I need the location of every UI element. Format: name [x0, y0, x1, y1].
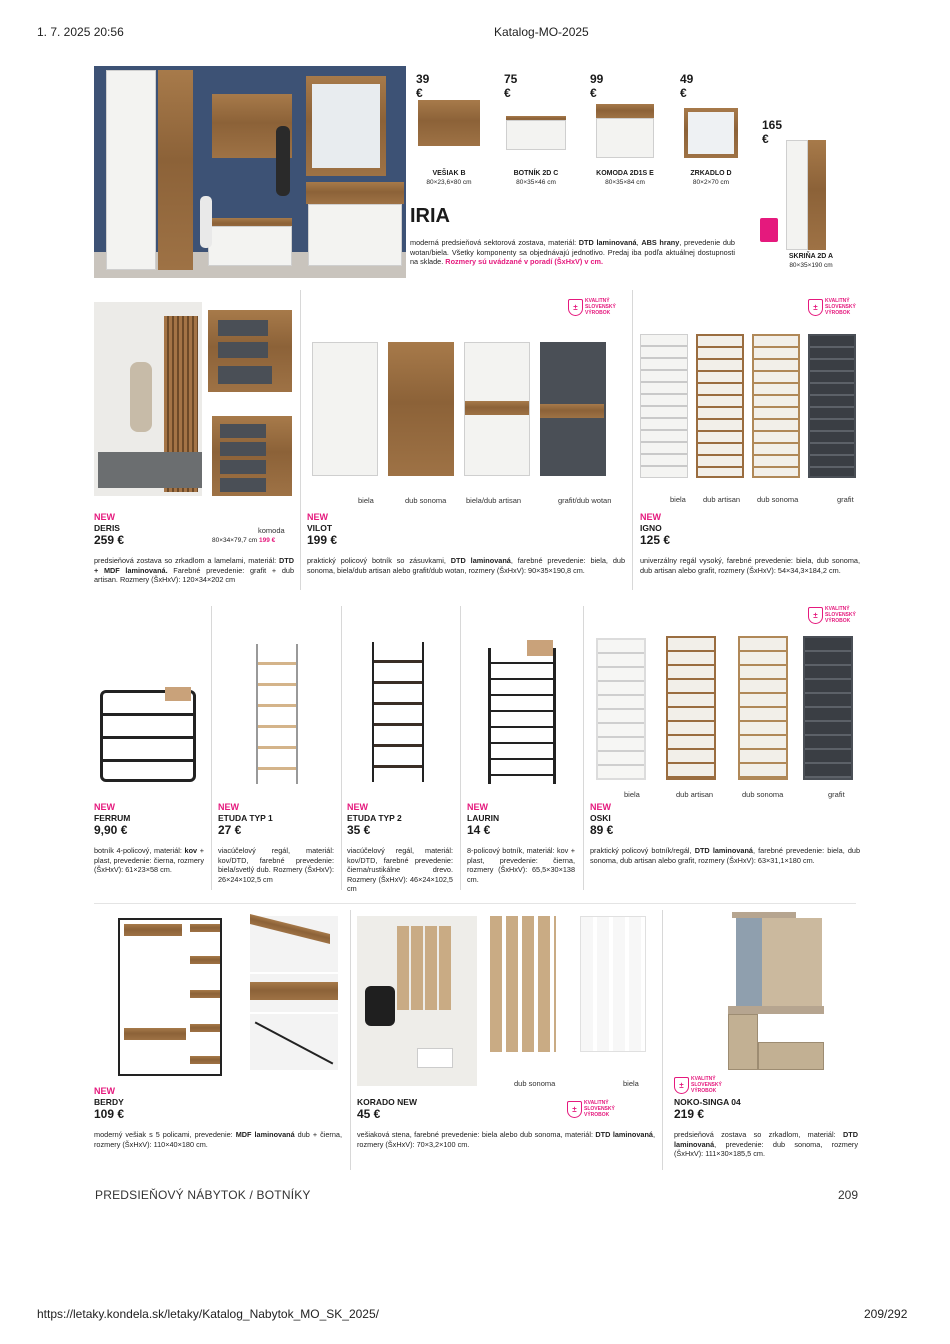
shield-icon: ± [674, 1077, 689, 1094]
vilot-biela-image [312, 342, 378, 476]
noko-image [728, 912, 826, 1072]
vilot-sonoma-image [388, 342, 454, 476]
print-url[interactable]: https://letaky.kondela.sk/letaky/Katalog_Nabytok_MO_SK_2025/ [37, 1307, 379, 1321]
deris-komoda-offer: 80×34×79,7 cm 199 € [212, 537, 276, 544]
ferrum-image [100, 690, 196, 782]
deris-image [94, 302, 202, 496]
new-badge: NEW [640, 512, 661, 522]
price: 99 € [590, 72, 604, 100]
section-footer: PREDSIEŇOVÝ NÁBYTOK / BOTNÍKY [95, 1188, 311, 1202]
iria-room-photo [94, 66, 406, 278]
vesiak-image [418, 100, 480, 146]
igno-artisan-image [696, 334, 744, 478]
deris-name: DERIS [94, 523, 120, 533]
etuda2-image [372, 642, 424, 782]
korado-biela-image [580, 916, 646, 1052]
noko-description: predsieňová zostava so zrkadlom, materiál: DTD laminovaná, prevedenie: dub sonoma, rozmery (ŠxHxV): 111×30×185,5 cm. [674, 1130, 858, 1158]
variant-label: dub artisan [703, 495, 741, 504]
igno-name: IGNO [640, 523, 662, 533]
korado-room-photo [357, 916, 477, 1086]
etuda2-name: ETUDA TYP 2 [347, 813, 402, 823]
vilot-grafit-image [540, 342, 606, 476]
price: 75 € [504, 72, 518, 100]
variant-label: dub sonoma [742, 790, 784, 799]
berdy-detail-shelf [250, 916, 338, 972]
deris-komoda-name: komoda [258, 526, 285, 535]
product-name: BOTNÍK 2D C [513, 170, 559, 177]
laurin-image [488, 648, 556, 784]
oski-biela-image [596, 638, 646, 780]
quality-badge: ± KVALITNÝ SLOVENSKÝ VÝROBOK [568, 298, 616, 316]
variant-label: biela [624, 790, 640, 799]
variant-label: grafit [837, 495, 854, 504]
variant-label: biela [623, 1079, 639, 1088]
price: 39 € [416, 72, 430, 100]
oski-name: OSKI [590, 813, 611, 823]
korado-sonoma-image [490, 916, 556, 1052]
berdy-detail-frame [250, 1014, 338, 1070]
shield-icon: ± [567, 1101, 582, 1118]
new-badge: NEW [94, 1086, 115, 1096]
botnik-image [506, 120, 566, 150]
ferrum-description: botník 4-policový, materiál: kov + plast, prevedenie: čierna, rozmery (ŠxHxV): 61×23×58 cm. [94, 846, 204, 874]
igno-biela-image [640, 334, 688, 478]
igno-price: 125 € [640, 533, 671, 547]
shield-icon: ± [568, 299, 583, 316]
deris-komoda-open-image [208, 310, 292, 392]
oski-description: praktický policový botník/regál, DTD laminovaná, farebné prevedenie: biela, dub sonoma, dub artisan alebo grafit, rozmery (ŠxHxV): 63×31,1×180 cm. [590, 846, 861, 865]
iria-title: IRIA [410, 205, 450, 227]
print-doc-title: Katalog-MO-2025 [494, 25, 589, 39]
iria-description: moderná predsieňová sektorová zostava, materiál: DTD laminovaná, ABS hrany, prevedenie dub wotan/biela. Všetky komponenty sa objednávajú jednotlivo. Predaj iba podľa aktuálnej dostupnosti na sklade. Rozmery sú uvádzané v poradí (ŠxHxV) v cm. [410, 238, 735, 266]
skrina-image [786, 140, 808, 250]
price: 165 € [762, 118, 783, 146]
product-dims: 80×23,6×80 cm [426, 179, 472, 186]
ferrum-name: FERRUM [94, 813, 131, 823]
oski-artisan-image [666, 636, 716, 780]
vilot-price: 199 € [307, 533, 338, 547]
deris-komoda-image [212, 416, 292, 496]
vilot-artisan-image [464, 342, 530, 476]
new-badge: NEW [94, 512, 115, 522]
deris-price: 259 € [94, 533, 125, 547]
new-badge: NEW [590, 802, 611, 812]
laurin-description: 8-policový botník, materiál: kov + plast, prevedenie: čierna, rozmery (ŠxHxV): 65,5×30×138 cm. [467, 846, 575, 884]
variant-label: grafit/dub wotan [558, 496, 612, 505]
new-badge: NEW [467, 802, 488, 812]
etuda1-image [256, 644, 298, 784]
oski-price: 89 € [590, 823, 614, 837]
berdy-name: BERDY [94, 1097, 124, 1107]
noko-name: NOKO-SINGA 04 [674, 1097, 741, 1107]
berdy-price: 109 € [94, 1107, 125, 1121]
zrkadlo-image [688, 112, 734, 154]
quality-badge: ± KVALITNÝ SLOVENSKÝ VÝROBOK [808, 606, 856, 624]
variant-label: dub sonoma [514, 1079, 556, 1088]
size-marker-icon [760, 218, 778, 242]
variant-label: grafit [828, 790, 845, 799]
laurin-name: LAURIN [467, 813, 500, 823]
variant-label: dub sonoma [405, 496, 447, 505]
vilot-name: VILOT [307, 523, 333, 533]
berdy-description: moderný vešiak s 5 policami, prevedenie: MDF laminovaná dub + čierna, rozmery (ŠxHxV): 110×40×180 cm. [94, 1130, 342, 1149]
berdy-detail-hooks [250, 974, 338, 1012]
korado-price: 45 € [357, 1107, 381, 1121]
new-badge: NEW [347, 802, 368, 812]
ferrum-price: 9,90 € [94, 823, 128, 837]
product-dims: 80×35×46 cm [516, 179, 556, 186]
new-badge: NEW [218, 802, 239, 812]
etuda1-description: viacúčelový regál, materiál: kov/DTD, farebné prevedenie: biela/svetlý dub. Rozmery (ŠxHxV): 26×24×102,5 cm [218, 846, 334, 884]
print-page-count: 209/292 [864, 1307, 908, 1321]
shield-icon: ± [808, 299, 823, 316]
komoda-image [596, 118, 654, 158]
korado-name: KORADO NEW [357, 1097, 417, 1107]
noko-price: 219 € [674, 1107, 705, 1121]
quality-badge: ± KVALITNÝ SLOVENSKÝ VÝROBOK [567, 1100, 615, 1118]
deris-description: predsieňová zostava so zrkadlom a lamelami, materiál: DTD + MDF laminovaná. Farebné prevedenie: grafit + dub artisan. Rozmery (ŠxHxV): 120×34×202 cm [94, 556, 294, 584]
berdy-image [118, 918, 222, 1076]
igno-sonoma-image [752, 334, 800, 478]
etuda2-price: 35 € [347, 823, 371, 837]
product-dims: 80×2×70 cm [692, 179, 730, 186]
variant-label: dub artisan [676, 790, 714, 799]
product-name: KOMODA 2D1S E [596, 170, 654, 177]
laurin-price: 14 € [467, 823, 491, 837]
etuda1-name: ETUDA TYP 1 [218, 813, 273, 823]
variant-label: dub sonoma [757, 495, 799, 504]
product-name: SKRIŇA 2D A [788, 253, 834, 260]
shield-icon: ± [808, 607, 823, 624]
product-name: ZRKADLO D [690, 170, 732, 177]
igno-grafit-image [808, 334, 856, 478]
product-dims: 80×35×190 cm [789, 262, 833, 269]
oski-sonoma-image [738, 636, 788, 780]
product-dims: 80×35×84 cm [605, 179, 645, 186]
etuda2-description: viacúčelový regál, materiál: kov/DTD, farebné prevedenie: čierna/rustikálne drevo. Rozmery (ŠxHxV): 46×24×102,5 cm [347, 846, 453, 893]
vilot-description: praktický policový botník so zásuvkami, DTD laminovaná, farebné prevedenie: biela, dub sonoma, biela/dub artisan alebo grafit/dub wotan, rozmery (ŠxHxV): 90×35×190,8 cm. [307, 556, 626, 575]
new-badge: NEW [307, 512, 328, 522]
print-datetime: 1. 7. 2025 20:56 [37, 25, 124, 39]
variant-label: biela [670, 495, 686, 504]
oski-grafit-image [803, 636, 853, 780]
new-badge: NEW [94, 802, 115, 812]
variant-label: biela [358, 496, 374, 505]
product-name: VEŠIAK B [432, 170, 466, 177]
igno-description: univerzálny regál vysoký, farebné prevedenie: biela, dub sonoma, dub artisan alebo grafit, rozmery (ŠxHxV): 54×34,3×184,2 cm. [640, 556, 860, 575]
price: 49 € [680, 72, 694, 100]
korado-description: vešiaková stena, farebné prevedenie: biela alebo dub sonoma, materiál: DTD laminovaná, rozmery (ŠxHxV): 70×3,2×100 cm. [357, 1130, 656, 1149]
variant-label: biela/dub artisan [466, 496, 522, 505]
quality-badge: ± KVALITNÝ SLOVENSKÝ VÝROBOK [674, 1076, 722, 1094]
quality-badge: ± KVALITNÝ SLOVENSKÝ VÝROBOK [808, 298, 856, 316]
etuda1-price: 27 € [218, 823, 242, 837]
page-number: 209 [838, 1188, 859, 1202]
